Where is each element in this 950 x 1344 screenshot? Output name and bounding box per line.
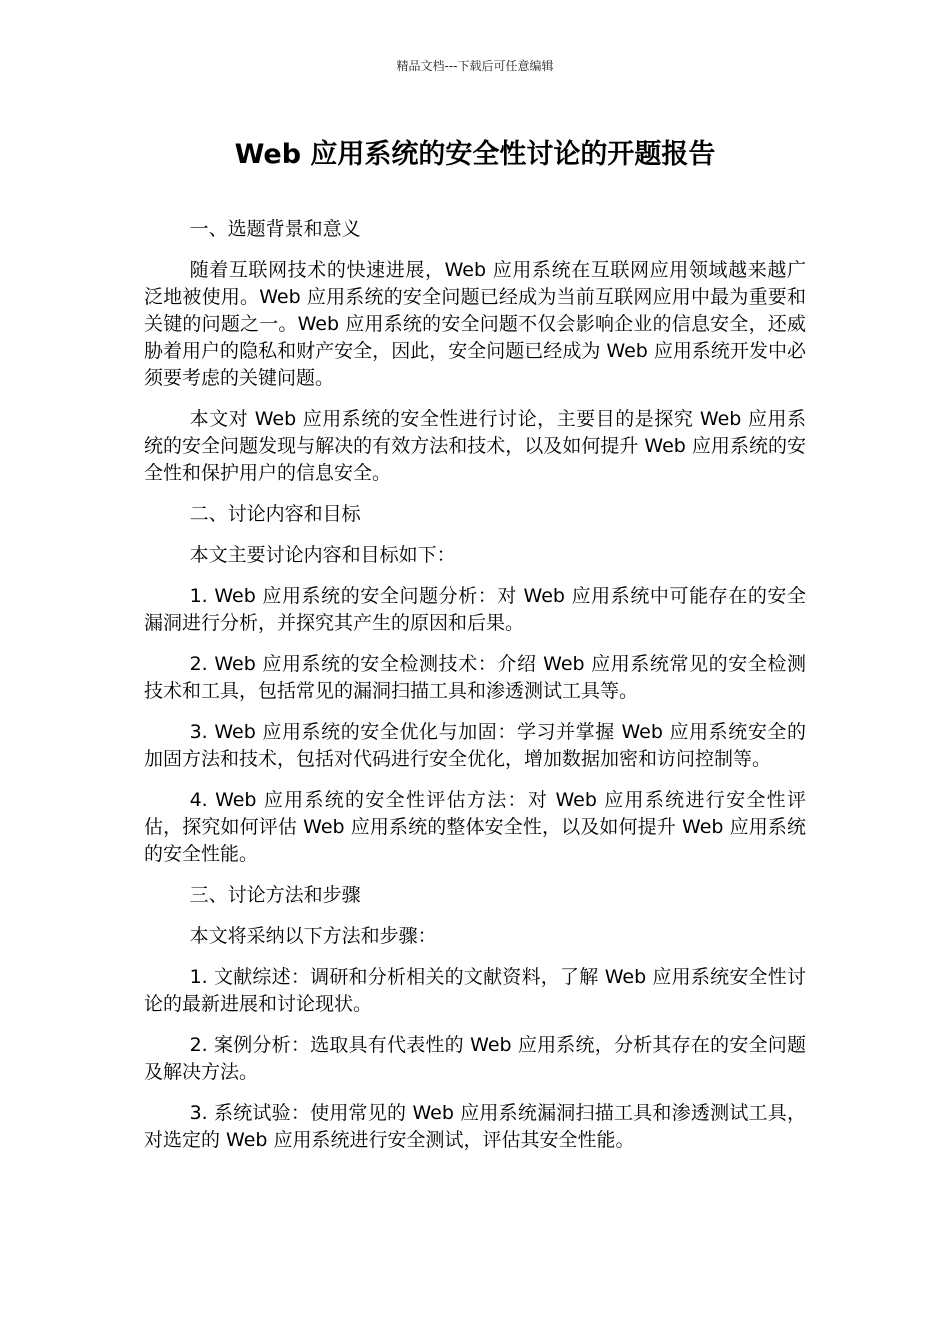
list-item-method-3: 3. 系统试验：使用常见的 Web 应用系统漏洞扫描工具和渗透测试工具，对选定的 Web 应用系统进行安全测试，评估其安全性能。 <box>144 1102 806 1151</box>
document-title: Web 应用系统的安全性讨论的开题报告 <box>234 139 716 170</box>
header-note: 精品文档---下载后可任意编辑 <box>396 59 554 73</box>
section-heading-methods: 三、讨论方法和步骤 <box>189 884 361 906</box>
paragraph-methods-intro: 本文将采纳以下方法和步骤： <box>189 925 437 947</box>
list-item-content-2: 2. Web 应用系统的安全检测技术：介绍 Web 应用系统常见的安全检测技术和工具，包括常见的漏洞扫描工具和渗透测试工具等。 <box>144 653 806 702</box>
section-heading-content: 二、讨论内容和目标 <box>189 503 361 525</box>
list-item-content-4: 4. Web 应用系统的安全性评估方法：对 Web 应用系统进行安全性评估，探究如何评估 Web 应用系统的整体安全性，以及如何提升 Web 应用系统的安全性能。 <box>144 789 806 865</box>
paragraph-purpose: 本文对 Web 应用系统的安全性进行讨论，主要目的是探究 Web 应用系统的安全问题发现与解决的有效方法和技术，以及如何提升 Web 应用系统的安全性和保护用户的信息安全。 <box>144 408 806 484</box>
section-heading-background: 一、选题背景和意义 <box>189 218 361 240</box>
paragraph-content-intro: 本文主要讨论内容和目标如下： <box>189 544 456 566</box>
list-item-method-2: 2. 案例分析：选取具有代表性的 Web 应用系统，分析其存在的安全问题及解决方法。 <box>144 1034 806 1083</box>
paragraph-background: 随着互联网技术的快速进展，Web 应用系统在互联网应用领域越来越广泛地被使用。Web 应用系统的安全问题已经成为当前互联网应用中最为重要和关键的问题之一。Web 应用系统的安全问题不仅会影响企业的信息安全，还威胁着用户的隐私和财产安全，因此，安全问题已经成为 Web 应用系统开发中必须要考虑的关键问题。 <box>144 259 806 389</box>
list-item-content-1: 1. Web 应用系统的安全问题分析：对 Web 应用系统中可能存在的安全漏洞进行分析，并探究其产生的原因和后果。 <box>144 585 806 634</box>
list-item-content-3: 3. Web 应用系统的安全优化与加固：学习并掌握 Web 应用系统安全的加固方法和技术，包括对代码进行安全优化，增加数据加密和访问控制等。 <box>144 721 806 770</box>
document-body <box>144 216 806 1168</box>
list-item-method-1: 1. 文献综述：调研和分析相关的文献资料，了解 Web 应用系统安全性讨论的最新进展和讨论现状。 <box>144 966 806 1015</box>
